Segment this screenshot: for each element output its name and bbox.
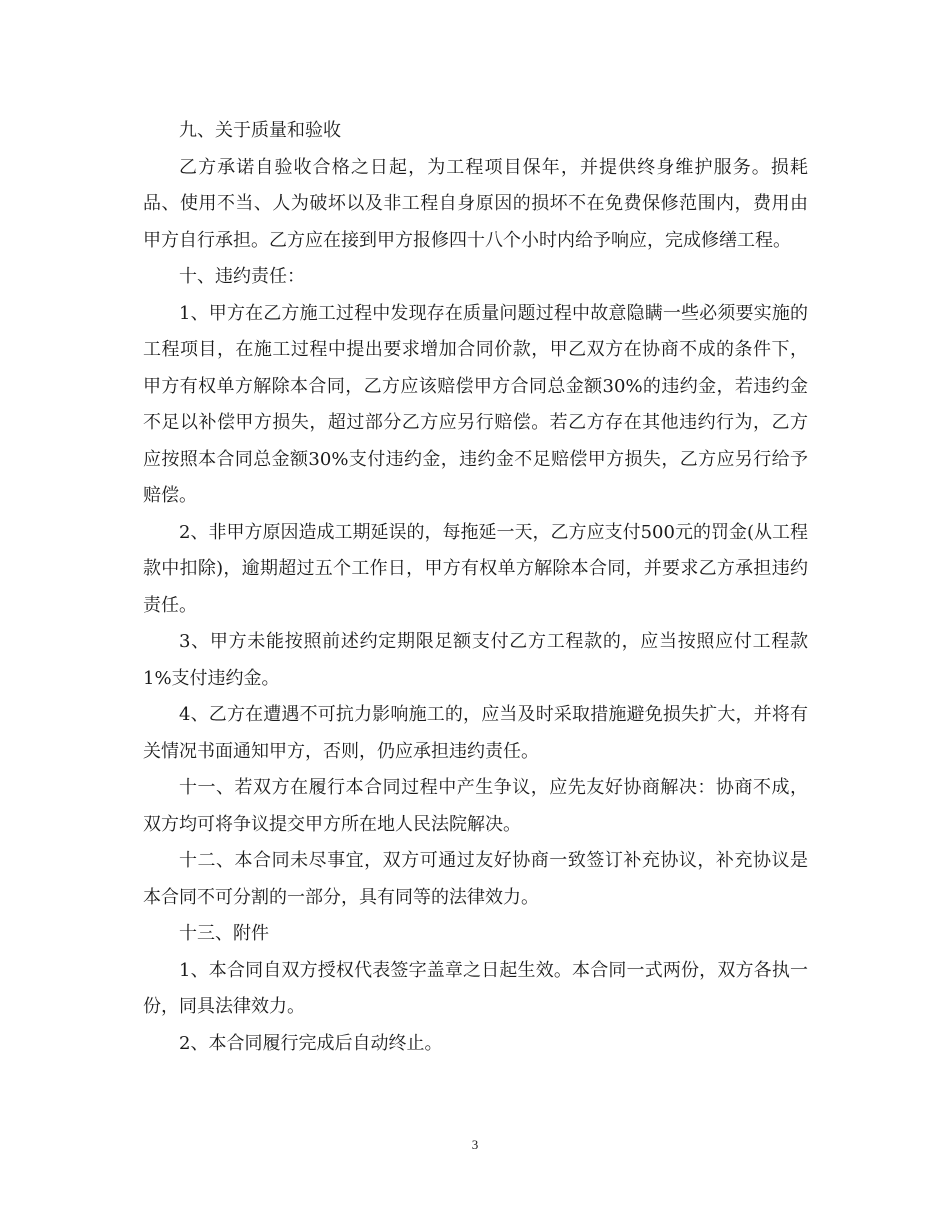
paragraph-supplement: 十二、本合同未尽事宜，双方可通过友好协商一致签订补充协议，补充协议是本合同不可分割的一部分，具有同等的法律效力。 — [143, 850, 808, 908]
paragraph-attachment-2: 2、本合同履行完成后自动终止。 — [179, 1032, 443, 1054]
paragraph-attachment-1: 1、本合同自双方授权代表签字盖章之日起生效。本合同一式两份，双方各执一份，同具法律效力。 — [143, 959, 808, 1017]
page-number: 3 — [471, 1137, 479, 1152]
paragraph-breach-1: 1、甲方在乙方施工过程中发现存在质量问题过程中故意隐瞒一些必须要实施的工程项目，在施工过程中提出要求增加合同价款，甲乙双方在协商不成的条件下，甲方有权单方解除本合同，乙方应该赔偿甲方合同总金额30%的违约金，若违约金不足以补偿甲方损失，超过部分乙方应另行赔偿。若乙方存在其他违约行为，乙方应按照本合同总金额30%支付违约金，违约金不足赔偿甲方损失，乙方应另行给予赔偿。 — [143, 302, 808, 506]
paragraph-dispute: 十一、若双方在履行本合同过程中产生争议，应先友好协商解决：协商不成，双方均可将争议提交甲方所在地人民法院解决。 — [143, 777, 808, 835]
section-heading-breach: 十、违约责任： — [179, 266, 305, 287]
section-heading-quality: 九、关于质量和验收 — [179, 120, 341, 141]
section-heading-attachment: 十三、附件 — [179, 923, 269, 944]
paragraph-breach-3: 3、甲方未能按照前述约定期限足额支付乙方工程款的，应当按照应付工程款1%支付违约金。 — [143, 631, 808, 689]
paragraph-warranty: 乙方承诺自验收合格之日起，为工程项目保年，并提供终身维护服务。损耗品、使用不当、人为破坏以及非工程自身原因的损坏不在免费保修范围内，费用由甲方自行承担。乙方应在接到甲方报修四十八个小时内给予响应，完成修缮工程。 — [143, 156, 808, 251]
document-body — [143, 113, 808, 1062]
paragraph-breach-4: 4、乙方在遭遇不可抗力影响施工的，应当及时采取措施避免损失扩大，并将有关情况书面通知甲方，否则，仍应承担违约责任。 — [143, 704, 808, 762]
paragraph-breach-2: 2、非甲方原因造成工期延误的，每拖延一天，乙方应支付500元的罚金(从工程款中扣除)，逾期超过五个工作日，甲方有权单方解除本合同，并要求乙方承担违约责任。 — [143, 521, 808, 616]
